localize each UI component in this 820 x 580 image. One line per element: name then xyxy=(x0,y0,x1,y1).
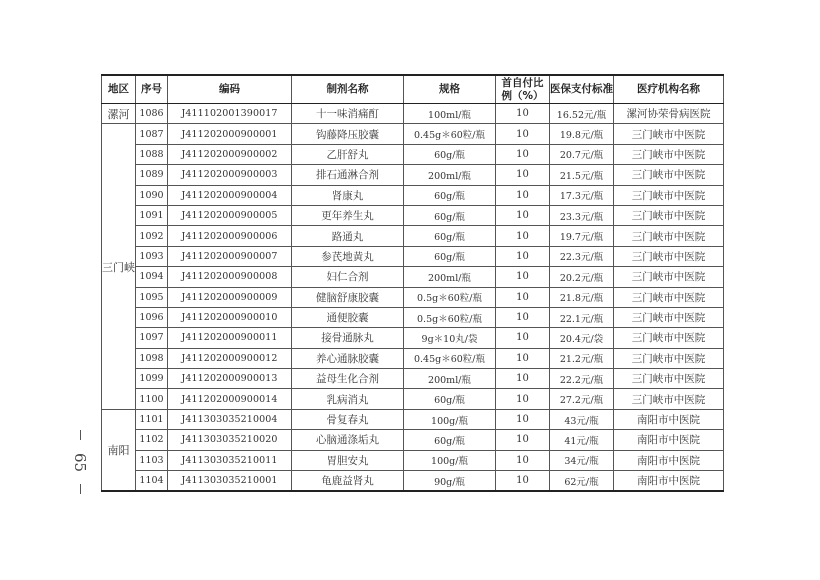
spec-cell: 60g/瓶 xyxy=(404,430,496,450)
name-cell: 钩藤降压胶囊 xyxy=(292,124,404,144)
table-row xyxy=(102,287,724,307)
table-row xyxy=(102,124,724,144)
ratio-cell: 10 xyxy=(496,246,550,266)
spec-cell: 100ml/瓶 xyxy=(404,104,496,124)
ratio-cell: 10 xyxy=(496,409,550,429)
seq-cell: 1087 xyxy=(136,124,168,144)
price-cell: 22.3元/瓶 xyxy=(550,246,614,266)
seq-cell: 1099 xyxy=(136,369,168,389)
code-cell: J411303035210004 xyxy=(168,409,292,429)
ratio-cell: 10 xyxy=(496,185,550,205)
spec-cell: 0.5g＊60粒/瓶 xyxy=(404,307,496,327)
price-cell: 21.2元/瓶 xyxy=(550,348,614,368)
price-cell: 22.1元/瓶 xyxy=(550,307,614,327)
table-row xyxy=(102,430,724,450)
seq-cell: 1094 xyxy=(136,267,168,287)
seq-cell: 1088 xyxy=(136,144,168,164)
page-number-text: 65 xyxy=(71,452,90,472)
ratio-cell: 10 xyxy=(496,287,550,307)
org-cell: 三门峡市中医院 xyxy=(614,348,724,368)
code-cell: J411202000900007 xyxy=(168,246,292,266)
spec-cell: 60g/瓶 xyxy=(404,226,496,246)
spec-cell: 90g/瓶 xyxy=(404,471,496,492)
org-cell: 三门峡市中医院 xyxy=(614,226,724,246)
region-cell: 漯河 xyxy=(102,104,136,124)
name-cell: 排石通淋合剂 xyxy=(292,165,404,185)
seq-cell: 1104 xyxy=(136,471,168,492)
code-cell: J411202000900002 xyxy=(168,144,292,164)
seq-cell: 1100 xyxy=(136,389,168,409)
ratio-cell: 10 xyxy=(496,450,550,470)
region-cell: 南阳 xyxy=(102,409,136,491)
table-row xyxy=(102,246,724,266)
org-cell: 三门峡市中医院 xyxy=(614,369,724,389)
name-cell: 肾康丸 xyxy=(292,185,404,205)
code-cell: J411202000900011 xyxy=(168,328,292,348)
page-number-dash-bottom xyxy=(80,484,81,494)
seq-cell: 1089 xyxy=(136,165,168,185)
page-number-dash-top xyxy=(80,430,81,440)
name-cell: 胃胆安丸 xyxy=(292,450,404,470)
table-row xyxy=(102,185,724,205)
price-cell: 21.8元/瓶 xyxy=(550,287,614,307)
code-cell: J411202000900006 xyxy=(168,226,292,246)
seq-cell: 1093 xyxy=(136,246,168,266)
code-cell: J411303035210001 xyxy=(168,471,292,492)
code-cell: J411202000900014 xyxy=(168,389,292,409)
header-price: 医保支付标准 xyxy=(550,75,614,104)
table-body xyxy=(102,104,724,492)
name-cell: 龟鹿益肾丸 xyxy=(292,471,404,492)
header-region: 地区 xyxy=(102,75,136,104)
name-cell: 参芪地黄丸 xyxy=(292,246,404,266)
table-row xyxy=(102,409,724,429)
code-cell: J411303035210020 xyxy=(168,430,292,450)
price-cell: 41元/瓶 xyxy=(550,430,614,450)
price-cell: 62元/瓶 xyxy=(550,471,614,492)
org-cell: 三门峡市中医院 xyxy=(614,389,724,409)
name-cell: 骨复春丸 xyxy=(292,409,404,429)
ratio-cell: 10 xyxy=(496,226,550,246)
spec-cell: 200ml/瓶 xyxy=(404,165,496,185)
ratio-cell: 10 xyxy=(496,307,550,327)
ratio-cell: 10 xyxy=(496,144,550,164)
code-cell: J411303035210011 xyxy=(168,450,292,470)
name-cell: 乙肝舒丸 xyxy=(292,144,404,164)
price-cell: 17.3元/瓶 xyxy=(550,185,614,205)
spec-cell: 100g/瓶 xyxy=(404,450,496,470)
price-cell: 22.2元/瓶 xyxy=(550,369,614,389)
table-row xyxy=(102,471,724,492)
code-cell: J411102001390017 xyxy=(168,104,292,124)
table-row xyxy=(102,205,724,225)
code-cell: J411202000900012 xyxy=(168,348,292,368)
code-cell: J411202000900008 xyxy=(168,267,292,287)
spec-cell: 60g/瓶 xyxy=(404,205,496,225)
org-cell: 漯河协荣骨病医院 xyxy=(614,104,724,124)
spec-cell: 200ml/瓶 xyxy=(404,369,496,389)
ratio-cell: 10 xyxy=(496,471,550,492)
region-cell: 三门峡 xyxy=(102,124,136,409)
org-cell: 南阳市中医院 xyxy=(614,409,724,429)
price-cell: 20.2元/瓶 xyxy=(550,267,614,287)
org-cell: 三门峡市中医院 xyxy=(614,287,724,307)
table-row xyxy=(102,348,724,368)
spec-cell: 60g/瓶 xyxy=(404,389,496,409)
name-cell: 心脑通涤垢丸 xyxy=(292,430,404,450)
name-cell: 更年养生丸 xyxy=(292,205,404,225)
table-row xyxy=(102,226,724,246)
code-cell: J411202000900005 xyxy=(168,205,292,225)
header-seq: 序号 xyxy=(136,75,168,104)
price-cell: 34元/瓶 xyxy=(550,450,614,470)
name-cell: 健脑舒康胶囊 xyxy=(292,287,404,307)
seq-cell: 1096 xyxy=(136,307,168,327)
spec-cell: 200ml/瓶 xyxy=(404,267,496,287)
table-row xyxy=(102,165,724,185)
price-cell: 19.8元/瓶 xyxy=(550,124,614,144)
org-cell: 三门峡市中医院 xyxy=(614,185,724,205)
org-cell: 三门峡市中医院 xyxy=(614,165,724,185)
code-cell: J411202000900009 xyxy=(168,287,292,307)
header-spec: 规格 xyxy=(404,75,496,104)
page-number xyxy=(68,430,92,494)
ratio-cell: 10 xyxy=(496,389,550,409)
price-cell: 23.3元/瓶 xyxy=(550,205,614,225)
org-cell: 三门峡市中医院 xyxy=(614,307,724,327)
table-row xyxy=(102,267,724,287)
table-row xyxy=(102,144,724,164)
spec-cell: 9g＊10丸/袋 xyxy=(404,328,496,348)
header-name: 制剂名称 xyxy=(292,75,404,104)
header-code: 编码 xyxy=(168,75,292,104)
name-cell: 十一味消痛酊 xyxy=(292,104,404,124)
price-cell: 20.4元/袋 xyxy=(550,328,614,348)
ratio-cell: 10 xyxy=(496,205,550,225)
org-cell: 南阳市中医院 xyxy=(614,450,724,470)
ratio-cell: 10 xyxy=(496,430,550,450)
price-cell: 19.7元/瓶 xyxy=(550,226,614,246)
ratio-cell: 10 xyxy=(496,348,550,368)
seq-cell: 1095 xyxy=(136,287,168,307)
name-cell: 益母生化合剂 xyxy=(292,369,404,389)
org-cell: 南阳市中医院 xyxy=(614,471,724,492)
ratio-cell: 10 xyxy=(496,369,550,389)
code-cell: J411202000900013 xyxy=(168,369,292,389)
ratio-cell: 10 xyxy=(496,328,550,348)
seq-cell: 1091 xyxy=(136,205,168,225)
name-cell: 接骨通脉丸 xyxy=(292,328,404,348)
price-cell: 27.2元/瓶 xyxy=(550,389,614,409)
table-row xyxy=(102,307,724,327)
name-cell: 路通丸 xyxy=(292,226,404,246)
price-cell: 16.52元/瓶 xyxy=(550,104,614,124)
header-ratio: 首自付比例（%） xyxy=(496,75,550,104)
table-row xyxy=(102,104,724,124)
spec-cell: 0.45g＊60粒/瓶 xyxy=(404,348,496,368)
spec-cell: 60g/瓶 xyxy=(404,246,496,266)
price-cell: 43元/瓶 xyxy=(550,409,614,429)
org-cell: 三门峡市中医院 xyxy=(614,124,724,144)
spec-cell: 0.5g＊60粒/瓶 xyxy=(404,287,496,307)
table-row xyxy=(102,389,724,409)
ratio-cell: 10 xyxy=(496,104,550,124)
table-row xyxy=(102,450,724,470)
seq-cell: 1098 xyxy=(136,348,168,368)
drug-reimbursement-table xyxy=(101,74,724,492)
org-cell: 三门峡市中医院 xyxy=(614,267,724,287)
seq-cell: 1103 xyxy=(136,450,168,470)
name-cell: 乳病消丸 xyxy=(292,389,404,409)
code-cell: J411202000900004 xyxy=(168,185,292,205)
seq-cell: 1102 xyxy=(136,430,168,450)
org-cell: 南阳市中医院 xyxy=(614,430,724,450)
spec-cell: 60g/瓶 xyxy=(404,144,496,164)
price-cell: 21.5元/瓶 xyxy=(550,165,614,185)
org-cell: 三门峡市中医院 xyxy=(614,205,724,225)
header-org: 医疗机构名称 xyxy=(614,75,724,104)
name-cell: 妇仁合剂 xyxy=(292,267,404,287)
ratio-cell: 10 xyxy=(496,267,550,287)
org-cell: 三门峡市中医院 xyxy=(614,144,724,164)
seq-cell: 1086 xyxy=(136,104,168,124)
name-cell: 养心通脉胶囊 xyxy=(292,348,404,368)
ratio-cell: 10 xyxy=(496,124,550,144)
table-row xyxy=(102,328,724,348)
seq-cell: 1097 xyxy=(136,328,168,348)
code-cell: J411202000900010 xyxy=(168,307,292,327)
name-cell: 通便胶囊 xyxy=(292,307,404,327)
code-cell: J411202000900003 xyxy=(168,165,292,185)
price-cell: 20.7元/瓶 xyxy=(550,144,614,164)
code-cell: J411202000900001 xyxy=(168,124,292,144)
ratio-cell: 10 xyxy=(496,165,550,185)
spec-cell: 0.45g＊60粒/瓶 xyxy=(404,124,496,144)
seq-cell: 1101 xyxy=(136,409,168,429)
seq-cell: 1090 xyxy=(136,185,168,205)
table-header-row xyxy=(102,75,724,104)
org-cell: 三门峡市中医院 xyxy=(614,246,724,266)
spec-cell: 60g/瓶 xyxy=(404,185,496,205)
org-cell: 三门峡市中医院 xyxy=(614,328,724,348)
table-row xyxy=(102,369,724,389)
seq-cell: 1092 xyxy=(136,226,168,246)
spec-cell: 100g/瓶 xyxy=(404,409,496,429)
